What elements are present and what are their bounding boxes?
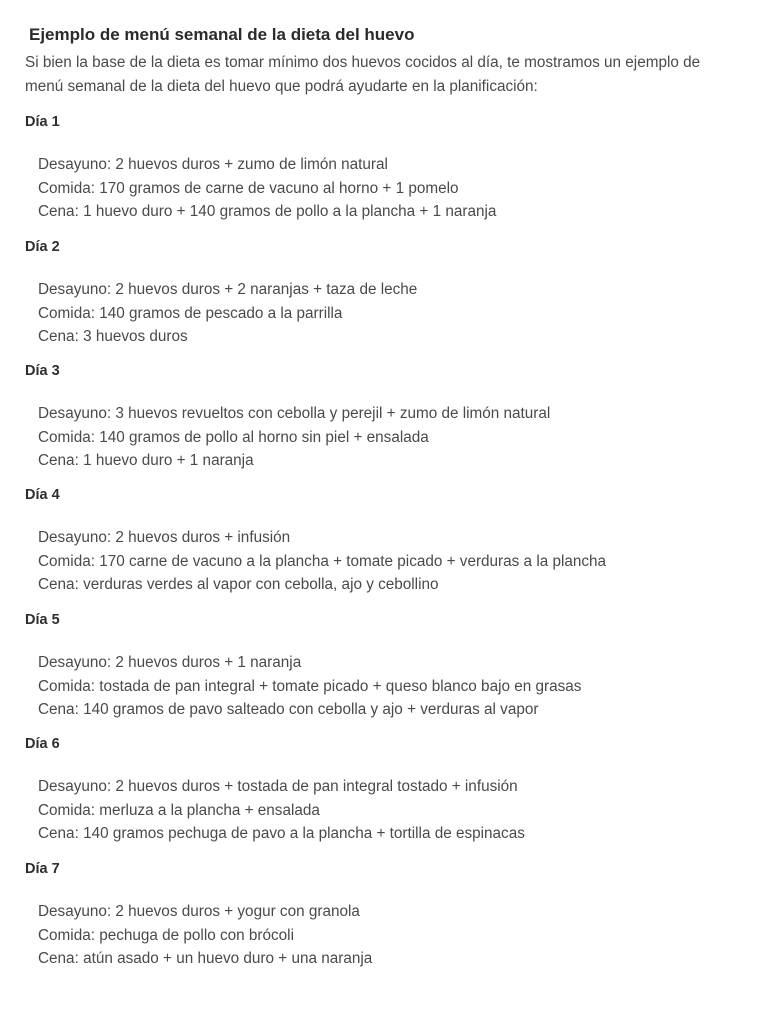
page-title: Ejemplo de menú semanal de la dieta del huevo <box>29 25 415 44</box>
day-heading: Día 2 <box>25 239 60 255</box>
meal-list <box>25 402 745 473</box>
day-section-3 <box>25 361 745 473</box>
meal-breakfast: Desayuno: 2 huevos duros + yogur con granola <box>38 903 360 920</box>
meal-list <box>25 278 745 349</box>
meal-breakfast: Desayuno: 2 huevos duros + 2 naranjas + taza de leche <box>38 281 418 298</box>
meal-list <box>25 900 745 971</box>
day-heading: Día 4 <box>25 487 60 503</box>
day-section-4 <box>25 485 745 597</box>
meal-breakfast: Desayuno: 2 huevos duros + zumo de limón natural <box>38 156 388 173</box>
meal-lunch: Comida: 140 gramos de pollo al horno sin piel + ensalada <box>38 428 429 446</box>
intro-paragraph: Si bien la base de la dieta es tomar mínimo dos huevos cocidos al día, te mostramos un ejemplo de menú semanal de la dieta del huevo que podrá ayudarte en la planificación: <box>25 54 701 95</box>
meal-lunch: Comida: tostada de pan integral + tomate picado + queso blanco bajo en grasas <box>38 677 582 695</box>
meal-lunch: Comida: pechuga de pollo con brócoli <box>38 926 294 944</box>
meal-dinner: Cena: 1 huevo duro + 1 naranja <box>38 452 254 469</box>
meal-dinner: Cena: verduras verdes al vapor con cebolla, ajo y cebollino <box>38 576 439 593</box>
meal-list <box>25 526 745 597</box>
day-heading: Día 6 <box>25 736 60 752</box>
day-section-7 <box>25 859 745 971</box>
meal-lunch: Comida: merluza a la plancha + ensalada <box>38 801 320 819</box>
meal-dinner: Cena: 1 huevo duro + 140 gramos de pollo a la plancha + 1 naranja <box>38 203 497 220</box>
meal-lunch: Comida: 170 gramos de carne de vacuno al horno + 1 pomelo <box>38 179 459 197</box>
day-heading: Día 5 <box>25 612 60 628</box>
meal-breakfast: Desayuno: 2 huevos duros + infusión <box>38 529 291 546</box>
meal-breakfast: Desayuno: 2 huevos duros + tostada de pan integral tostado + infusión <box>38 778 518 795</box>
day-section-1 <box>25 112 745 224</box>
meal-lunch: Comida: 140 gramos de pescado a la parrilla <box>38 304 343 322</box>
meal-lunch: Comida: 170 carne de vacuno a la plancha + tomate picado + verduras a la plancha <box>38 552 607 570</box>
meal-breakfast: Desayuno: 2 huevos duros + 1 naranja <box>38 654 302 671</box>
meal-dinner: Cena: atún asado + un huevo duro + una naranja <box>38 950 373 967</box>
day-section-2 <box>25 237 745 349</box>
meal-list <box>25 153 745 224</box>
meal-breakfast: Desayuno: 3 huevos revueltos con cebolla y perejil + zumo de limón natural <box>38 405 551 422</box>
meal-list <box>25 775 745 846</box>
day-heading: Día 7 <box>25 861 60 877</box>
day-heading: Día 1 <box>25 114 60 130</box>
meal-list <box>25 651 745 722</box>
day-heading: Día 3 <box>25 363 60 379</box>
meal-dinner: Cena: 140 gramos pechuga de pavo a la plancha + tortilla de espinacas <box>38 825 525 842</box>
meal-dinner: Cena: 3 huevos duros <box>38 328 188 345</box>
day-section-6 <box>25 734 745 846</box>
meal-dinner: Cena: 140 gramos de pavo salteado con cebolla y ajo + verduras al vapor <box>38 701 539 718</box>
day-section-5 <box>25 610 745 722</box>
